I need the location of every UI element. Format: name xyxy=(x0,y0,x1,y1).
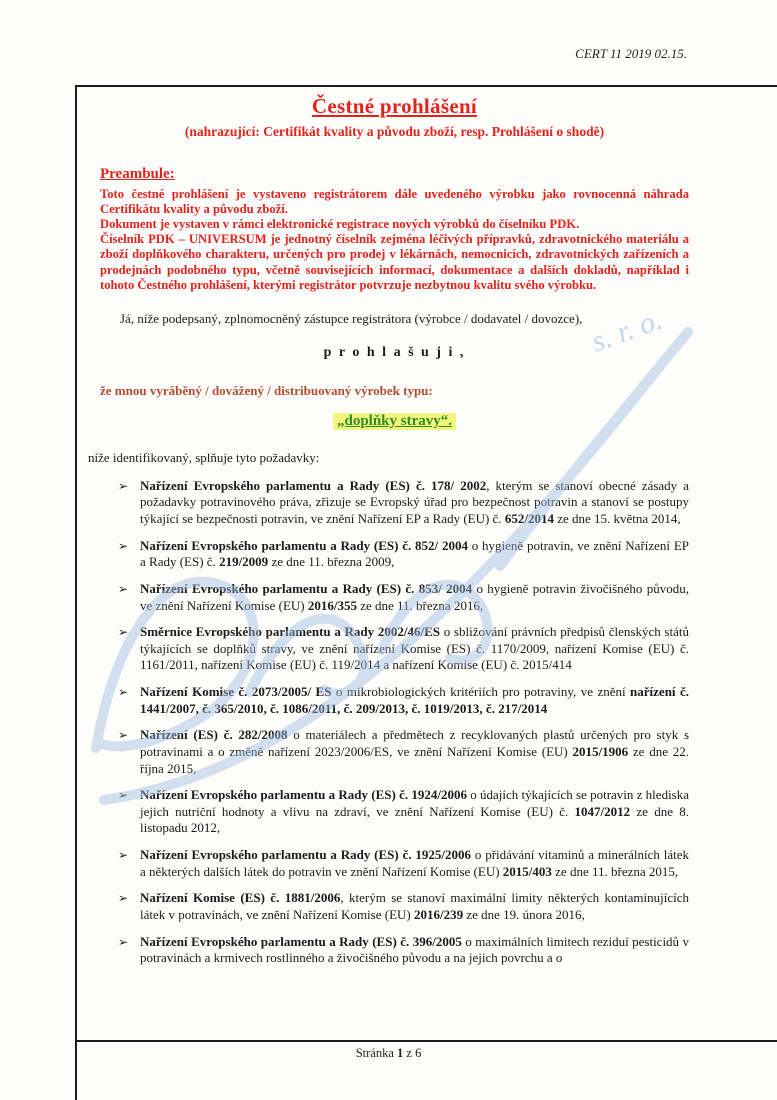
product-type-row xyxy=(100,412,689,430)
declarant-intro: Já, níže podepsaný, zplnomocněný zástupce registrátora (výrobce / dodavatel / dovozce), xyxy=(120,310,583,326)
page-frame-top-line xyxy=(75,85,777,87)
requirement-item xyxy=(118,581,689,614)
preamble-heading: Preambule: xyxy=(100,166,175,182)
footer-page-number: 1 xyxy=(397,1046,404,1060)
document-title: Čestné prohlášení xyxy=(311,94,478,118)
preamble-block xyxy=(100,187,689,293)
list-bullet-icon: ➢ xyxy=(118,478,129,493)
footer-label-before: Stránka xyxy=(355,1046,397,1060)
page-frame-bottom-line xyxy=(75,1040,777,1042)
requirement-text: Nařízení Evropského parlamentu a Rady (ES) č. 852/ 2004 o hygieně potravin, ve znění Nařízení EP a Rady (ES) č. 219/2009 ze dne 11. března 2009, xyxy=(140,537,689,570)
requirement-item xyxy=(118,890,689,923)
requirement-text: Nařízení Komise č. 2073/2005/ ES o mikrobiologických kritériích pro potraviny, ve znění nařízení č. 1441/2007, č. 365/2010, č. 1086/2011, č. 209/2013, č. 1019/2013, č. 217/2014 xyxy=(140,684,690,716)
page-footer xyxy=(0,1046,777,1061)
requirement-text: Nařízení Komise (ES) č. 1881/2006, kterým se stanoví maximální limity některých kontaminujících látek v potravinách, ve znění Nařízení Komise (EU) 2016/239 ze dne 19. února 2016, xyxy=(140,890,689,922)
requirement-text: Nařízení Evropského parlamentu a Rady (ES) č. 396/2005 o maximálních limitech reziduí pesticidů v potravinách a krmivech rostlinného a živočišného původu a na jejich povrchu a o xyxy=(140,933,690,966)
footer-total-pages: 6 xyxy=(415,1046,422,1060)
watermark-text: s. r. o. xyxy=(587,302,667,359)
footer-label-mid: z xyxy=(403,1046,416,1060)
product-type-highlight: „doplňky stravy“. xyxy=(333,413,456,430)
document-subtitle: (nahrazující: Certifikát kvality a původu zboží, resp. Prohlášení o shodě) xyxy=(184,124,605,139)
list-bullet-icon: ➢ xyxy=(118,581,129,596)
list-bullet-icon: ➢ xyxy=(118,891,129,906)
requirements-intro: níže identifikovaný, splňuje tyto požadavky: xyxy=(88,449,320,465)
list-bullet-icon: ➢ xyxy=(118,934,129,949)
page-frame-left-line xyxy=(75,85,77,1100)
requirement-item xyxy=(118,787,689,837)
requirement-text: Nařízení Evropského parlamentu a Rady (ES) č. 853/ 2004 o hygieně potravin živočišného původu, ve znění Nařízení Komise (EU) 2016/355 ze dne 11. března 2016, xyxy=(140,580,689,613)
list-bullet-icon: ➢ xyxy=(118,788,129,803)
preamble-paragraph: Dokument je vystaven v rámci elektronické registrace nových výrobků do číselníku PDK. xyxy=(100,217,580,232)
requirement-text: Směrnice Evropského parlamentu a Rady 2002/46/ES o sbližování právních předpisů členských států týkajících se doplňků stravy, ve znění nařízení Komise (ES) č. 1170/2009, nařízení Komise (EU) č. 1161/2011, nařízení Komise (EU) č. 119/2014 a nařízení Komise (EU) č. 2015/414 xyxy=(140,624,689,673)
list-bullet-icon: ➢ xyxy=(118,728,129,743)
document-code: CERT 11 2019 02.15. xyxy=(575,46,687,61)
requirement-text: Nařízení Evropského parlamentu a Rady (ES) č. 178/ 2002, kterým se stanoví obecné zásady a požadavky potravinového práva, zřizuje se Evropský úřad pro bezpečnost potravin a stanoví se postupy týkající se bezpečnosti potravin, ve znění Nařízení EP a Rady (EU) č. 652/2014 ze dne 15. května 2014, xyxy=(140,477,690,527)
requirement-item xyxy=(118,684,689,717)
requirements-list xyxy=(100,478,689,967)
list-bullet-icon: ➢ xyxy=(118,538,129,553)
requirement-text: Nařízení Evropského parlamentu a Rady (ES) č. 1925/2006 o přidávání vitaminů a minerálních látek a některých dalších látek do potravin ve znění Nařízení Komise (EU) 2015/403 ze dne 11. března 2015, xyxy=(140,847,689,879)
requirement-text: Nařízení Evropského parlamentu a Rady (ES) č. 1924/2006 o údajích týkajících se potravin z hlediska jejich nutriční hodnoty a vlivu na zdraví, ve znění Nařízení Komise (EU) č. 1047/2012 ze dne 8. listopadu 2012, xyxy=(140,787,690,836)
document-content xyxy=(88,94,690,977)
declaration-word: p r o h l a š u j i , xyxy=(323,344,466,360)
requirement-text: Nařízení (ES) č. 282/2008 o materiálech a předmětech z recyklovaných plastů určených pro styk s potravinami a o změně nařízení 2023/2006/ES, ve znění Nařízení Komise (EU) 2015/1906 ze dne 22. října 2015, xyxy=(140,727,690,776)
product-line: že mnou vyráběný / dovážený / distribuovaný výrobek typu: xyxy=(100,382,433,398)
preamble-paragraph: Číselník PDK – UNIVERSUM je jednotný číselník zejména léčivých přípravků, zdravotnického materiálu a zboží doplňkového charakteru, určených pro prodej v lékárnách, nemocnicích, zdravotnických zařízeních a prodejnách podobného typu, včetně souvisejících informací, dokumentace a dalších dokladů, například i tohoto Čestného prohlášení, kterými registrátor potvrzuje nezbytnou kvalitu svého výrobku. xyxy=(100,232,689,292)
list-bullet-icon: ➢ xyxy=(118,848,129,863)
requirement-item xyxy=(118,727,689,777)
requirement-item xyxy=(118,478,689,528)
list-bullet-icon: ➢ xyxy=(118,685,129,700)
requirement-item xyxy=(118,538,689,571)
requirement-item xyxy=(118,847,689,880)
preamble-paragraph: Toto čestné prohlášení je vystaveno registrátorem dále uvedeného výrobku jako rovnocenná náhrada Certifikátu kvality a původu zboží. xyxy=(100,187,689,217)
requirement-item xyxy=(118,934,689,967)
requirement-item xyxy=(118,624,689,674)
list-bullet-icon: ➢ xyxy=(118,625,129,640)
